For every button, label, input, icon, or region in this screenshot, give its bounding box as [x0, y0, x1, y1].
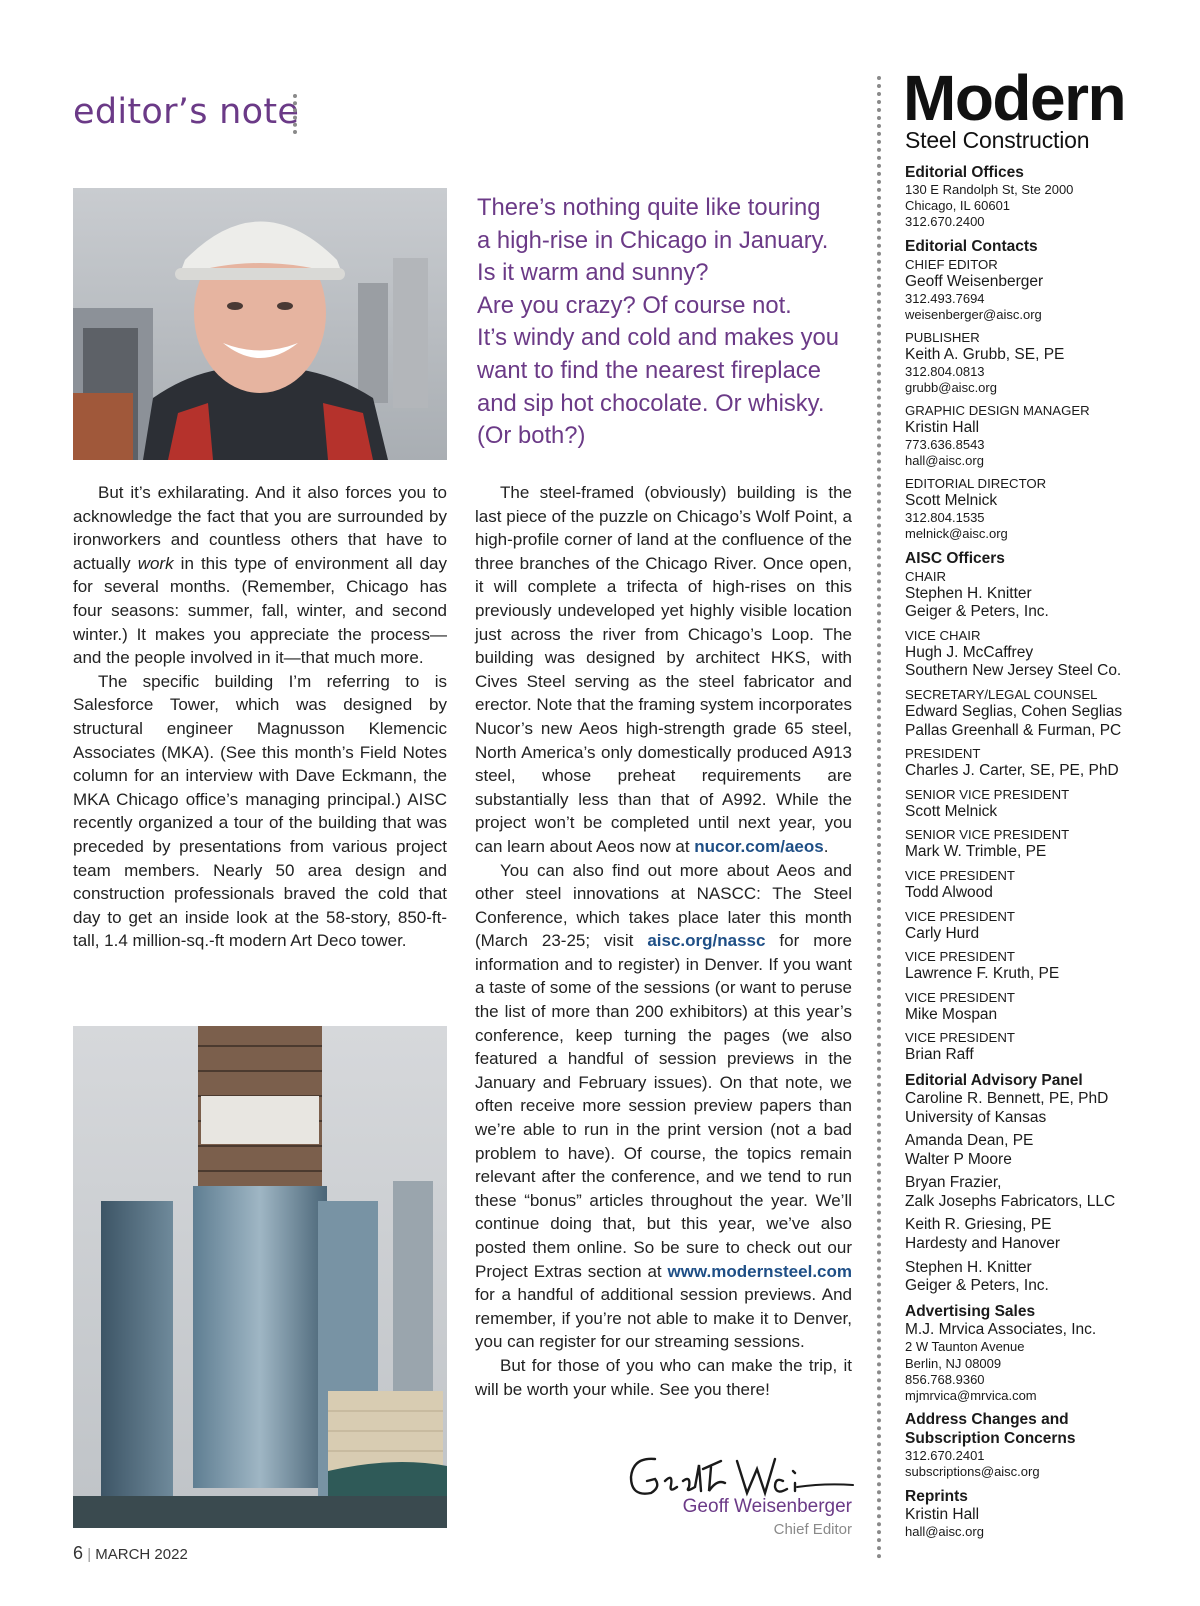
address-line: Chicago, IL 60601: [905, 198, 1011, 214]
officer-role: VICE PRESIDENT: [905, 989, 1015, 1005]
phone: 312.670.2400: [905, 214, 985, 230]
pull-quote-line: It’s windy and cold and makes you: [477, 324, 840, 352]
editorial-advisory-panel: [905, 1071, 1195, 1296]
contact-name: Geoff Weisenberger: [905, 272, 1044, 290]
contact-name: Keith A. Grubb, SE, PE: [905, 345, 1065, 363]
masthead-dotted-rule: [877, 76, 881, 1560]
body-text: for a handful of additional session previews. And remember, if you’re not able to make it to Denver, you can register for our streaming sessions.: [475, 1285, 852, 1352]
body-text: But it’s exhilarating. And it also forces you to acknowledge the fact that you are surrounded by ironworkers and countless others that have to actually: [73, 483, 447, 573]
contact-email[interactable]: weisenberger@aisc.org: [905, 307, 1042, 323]
page-number: 6: [73, 1543, 84, 1563]
pull-quote-line: want to find the nearest fireplace: [477, 356, 821, 384]
body-emphasis: work: [137, 553, 174, 573]
modernsteel-link[interactable]: www.modernsteel.com: [667, 1261, 852, 1281]
masthead-heading: Reprints: [905, 1487, 968, 1505]
masthead-heading: Editorial Contacts: [905, 237, 1038, 255]
masthead-heading: Editorial Offices: [905, 164, 1024, 181]
phone: 312.670.2401: [905, 1448, 985, 1464]
masthead-heading: Advertising Sales: [905, 1302, 1036, 1320]
body-text: for more information and to register) in Denver. If you want a taste of some of the sessions (or want to peruse the list of more than 200 exhibitors) at this year’s conference, keep turning the pages (we also featured a handful of session previews in the January and February issues). On that note, we often receive more session preview papers than we’re able to run in the print version (not a bad problem to have). Of course, the topics remain relevant after the conference, and we tend to run these “bonus” articles throughout the year. We’ll continue doing that, but this year, we’ve also posted them online. So be sure to check out our Project Extras section at: [475, 931, 852, 1281]
signature-role: Chief Editor: [773, 1521, 852, 1538]
contact-email[interactable]: grubb@aisc.org: [905, 380, 997, 396]
panel-member-org: Geiger & Peters, Inc.: [905, 1277, 1049, 1295]
masthead-heading: Address Changes and: [905, 1411, 1069, 1429]
address-line: 2 W Taunton Avenue: [905, 1339, 1025, 1355]
editor-portrait-photo: [73, 188, 447, 460]
tower-illustration: [73, 1026, 447, 1528]
salesforce-tower-photo: [73, 1026, 447, 1528]
reprints: [905, 1487, 1195, 1541]
editor-portrait-illustration: [73, 188, 447, 460]
contact-role: CHIEF EDITOR: [905, 256, 998, 272]
section-title: editor’s note: [73, 92, 300, 132]
address-line: 130 E Randolph St, Ste 2000: [905, 182, 1074, 197]
issue-date: MARCH 2022: [95, 1546, 188, 1563]
officer-name: Charles J. Carter, SE, PE, PhD: [905, 762, 1119, 780]
panel-member-org: Hardesty and Hanover: [905, 1235, 1061, 1253]
officer-name: Hugh J. McCaffrey: [905, 643, 1034, 661]
masthead-heading: Subscription Concerns: [905, 1430, 1076, 1448]
folio-separator: |: [87, 1546, 92, 1563]
panel-member-org: University of Kansas: [905, 1108, 1047, 1126]
officer-role: VICE PRESIDENT: [905, 867, 1015, 883]
aisc-nassc-link[interactable]: aisc.org/nassc: [647, 931, 766, 951]
officer-org: Southern New Jersey Steel Co.: [905, 662, 1122, 680]
officer-org: Pallas Greenhall & Furman, PC: [905, 721, 1122, 739]
contact-role: EDITORIAL DIRECTOR: [905, 475, 1047, 491]
officer-name: Carly Hurd: [905, 924, 980, 942]
officer-role: VICE CHAIR: [905, 627, 981, 643]
officer-role: SECRETARY/LEGAL COUNSEL: [905, 686, 1098, 702]
pull-quote: [477, 192, 869, 453]
aisc-officers: [905, 549, 1195, 1065]
subscriptions: [905, 1410, 1195, 1480]
officer-name: Mark W. Trimble, PE: [905, 843, 1047, 861]
contact-email[interactable]: hall@aisc.org: [905, 453, 984, 469]
body-text: You can also find out more about Aeos and other steel innovations at NASCC: The Steel Conference, which takes place later this month (March 23-25; visit: [475, 860, 852, 951]
officer-name: Scott Melnick: [905, 802, 998, 820]
officer-name: Stephen H. Knitter: [905, 584, 1032, 602]
nucor-aeos-link[interactable]: nucor.com/aeos: [694, 836, 824, 856]
pull-quote-line: (Or both?): [477, 422, 586, 450]
officer-name: Edward Seglias, Cohen Seglias: [905, 702, 1123, 720]
contact-email[interactable]: melnick@aisc.org: [905, 526, 1008, 542]
contact-phone: 312.804.1535: [905, 510, 985, 526]
contact-phone: 773.636.8543: [905, 437, 985, 453]
body-paragraph: The specific building I’m referring to is Salesforce Tower, which was designed by structural engineer Magnusson Klemencic Associates (MKA). (See this month’s Field Notes column for an interview with Dave Eckmann, the MKA Chicago office’s managing principal.) AISC recently organized a tour of the building that was preceded by presentations from various project team members. Nearly 50 area design and construction professionals braved the cold that day to get an inside look at the 58-story, 850-ft-tall, 1.4 million-sq.-ft modern Art Deco tower.: [73, 671, 447, 951]
officer-role: SENIOR VICE PRESIDENT: [905, 786, 1070, 802]
email[interactable]: hall@aisc.org: [905, 1524, 984, 1540]
contact-phone: 312.493.7694: [905, 291, 985, 307]
pull-quote-line: a high-rise in Chicago in January.: [477, 226, 829, 254]
magazine-logo: Modern: [903, 62, 1126, 134]
advertising-sales: [905, 1302, 1195, 1404]
email[interactable]: subscriptions@aisc.org: [905, 1464, 1040, 1480]
body-paragraph: But for those of you who can make the trip, it will be worth your while. See you there!: [475, 1355, 852, 1399]
officer-role: VICE PRESIDENT: [905, 1030, 1015, 1046]
panel-member-org: Walter P Moore: [905, 1150, 1012, 1168]
panel-member-name: Amanda Dean, PE: [905, 1132, 1034, 1150]
masthead-heading: Editorial Advisory Panel: [905, 1071, 1083, 1089]
editorial-contacts: [905, 237, 1195, 543]
officer-role: VICE PRESIDENT: [905, 908, 1015, 924]
panel-member-name: Caroline R. Bennett, PE, PhD: [905, 1089, 1109, 1107]
email[interactable]: mjmrvica@mrvica.com: [905, 1388, 1037, 1404]
contact-name: Kristin Hall: [905, 1505, 980, 1523]
pull-quote-line: Is it warm and sunny?: [477, 259, 709, 287]
editorial-offices: [905, 163, 1195, 231]
body-paragraph: [475, 859, 852, 1354]
officer-name: Todd Alwood: [905, 883, 993, 901]
body-text: in this type of environment all day for several months. (Remember, Chicago has four seasons: summer, fall, winter, and second winter.) It makes you appreciate the process—and the people involved in it—that much more.: [73, 553, 447, 668]
body-text: The steel-framed (obviously) building is the last piece of the puzzle on Chicago’s Wolf Point, a high-profile corner of land at the confluence of the three branches of the Chicago River. Once open, it will complete a trifecta of high-rises on this previously undeveloped yet highly visible location just across the river from Chicago’s Loop. The building was designed by architect HKS, with Cives Steel serving as the steel fabricator and erector. Note that the framing system incorporates Nucor’s new Aeos high-strength grade 65 steel, North America’s only domestically produced A913 steel, whose preheat requirements are substantially less than that of A992. While the project won’t be completed until next year, you can learn about Aeos now at: [475, 483, 853, 856]
contact-role: GRAPHIC DESIGN MANAGER: [905, 402, 1090, 418]
panel-member-org: Zalk Josephs Fabricators, LLC: [905, 1192, 1116, 1210]
pull-quote-line: Are you crazy? Of course not.: [477, 291, 792, 319]
masthead: [905, 163, 1195, 1546]
address-line: Berlin, NJ 08009: [905, 1355, 1002, 1371]
body-paragraph: [475, 481, 852, 859]
panel-member-name: Bryan Frazier,: [905, 1174, 1002, 1192]
officer-name: Mike Mospan: [905, 1005, 998, 1023]
contact-role: PUBLISHER: [905, 329, 980, 345]
signature-name: Geoff Weisenberger: [682, 1496, 852, 1517]
panel-member-name: Keith R. Griesing, PE: [905, 1216, 1052, 1234]
officer-role: CHAIR: [905, 568, 947, 584]
magazine-logo-subtitle: Steel Construction: [905, 127, 1090, 153]
pull-quote-line: There’s nothing quite like touring: [477, 194, 821, 221]
pull-quote-line: and sip hot chocolate. Or whisky.: [477, 389, 825, 417]
panel-member-name: Stephen H. Knitter: [905, 1258, 1032, 1276]
officer-role: SENIOR VICE PRESIDENT: [905, 827, 1070, 843]
title-dotted-rule: [293, 94, 297, 134]
body-text: .: [823, 836, 829, 856]
contact-phone: 312.804.0813: [905, 364, 985, 380]
officer-role: VICE PRESIDENT: [905, 949, 1015, 965]
phone: 856.768.9360: [905, 1371, 985, 1387]
advertising-company: M.J. Mrvica Associates, Inc.: [905, 1320, 1097, 1338]
officer-org: Geiger & Peters, Inc.: [905, 603, 1049, 621]
officer-role: PRESIDENT: [905, 746, 981, 762]
masthead-heading: AISC Officers: [905, 549, 1005, 567]
body-paragraph: [73, 481, 447, 670]
officer-name: Lawrence F. Kruth, PE: [905, 965, 1060, 983]
body-column-middle: [475, 481, 852, 1401]
officer-name: Brian Raff: [905, 1046, 974, 1064]
contact-name: Kristin Hall: [905, 418, 980, 436]
body-column-left: [73, 481, 447, 953]
contact-name: Scott Melnick: [905, 491, 998, 509]
page-folio: [73, 1543, 188, 1564]
